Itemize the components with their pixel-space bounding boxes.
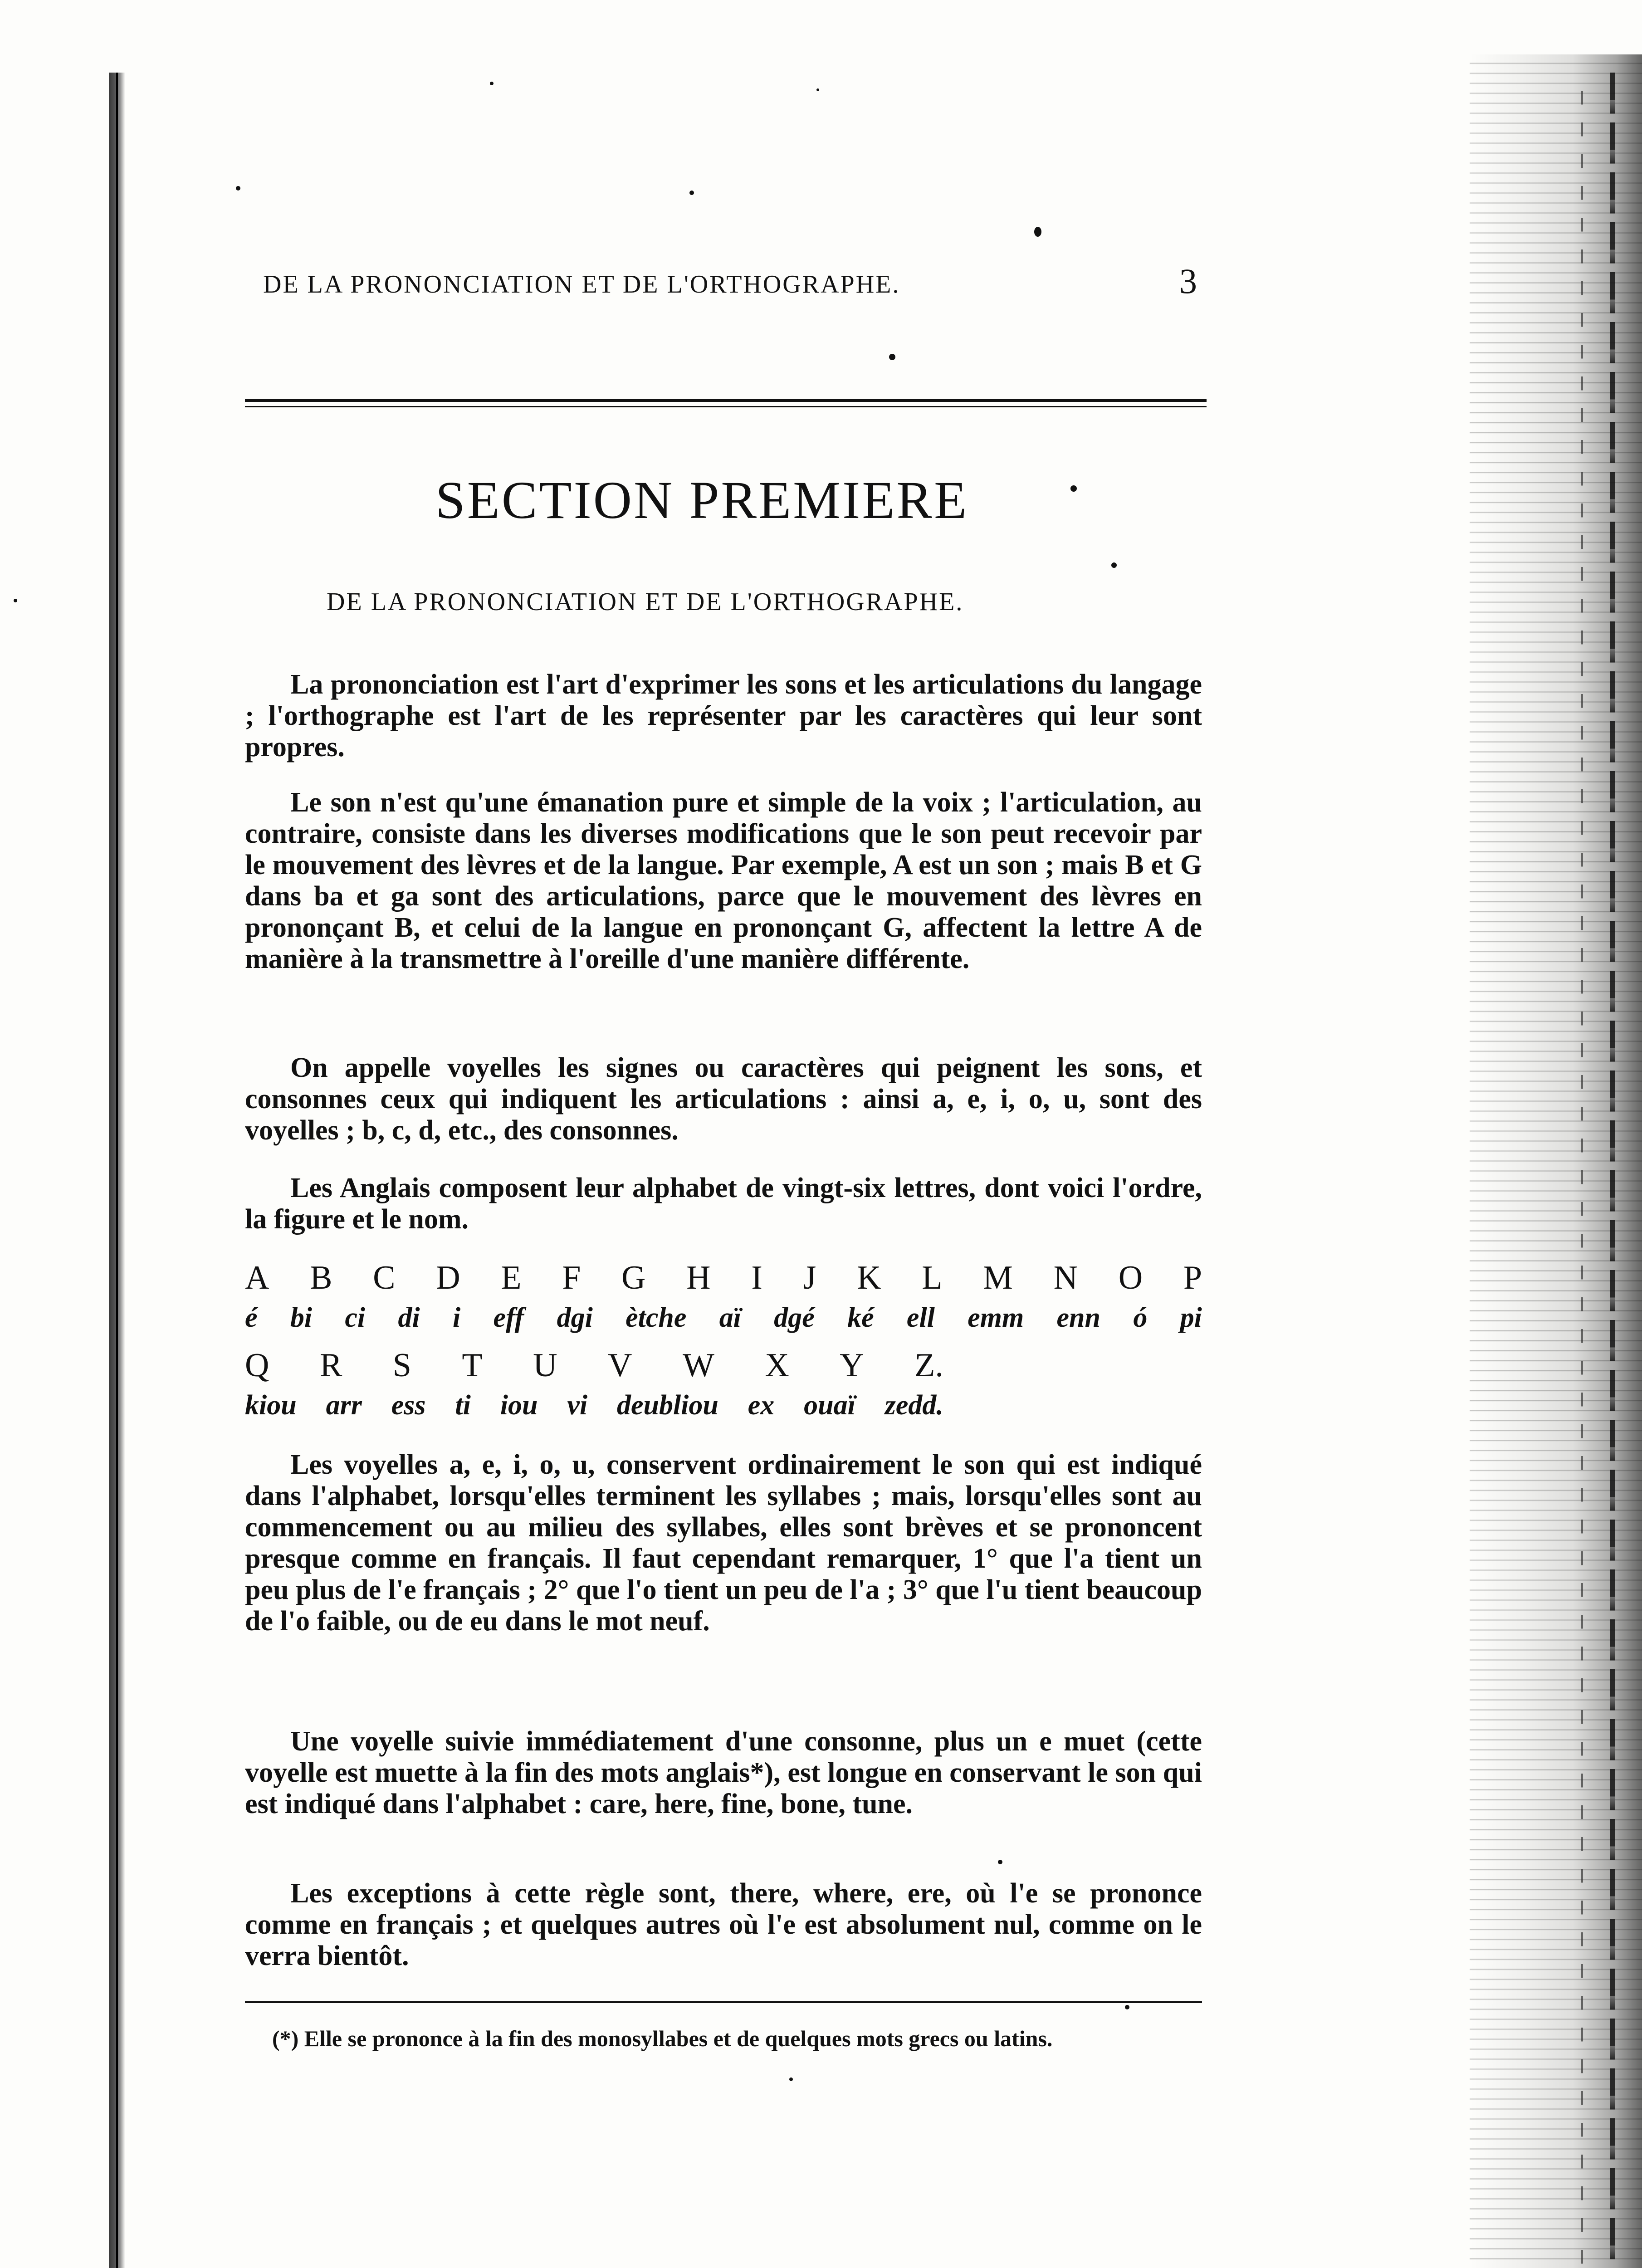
paragraph-text: Une voyelle suivie immédiatement d'une consonne, plus un e muet (cette voyelle est muette à la fin des mots anglais*), est longue en conservant le son qui est indiqué dans l'alphabet : care, here, fine, bone, tune.: [245, 1726, 1202, 1819]
page-number: 3: [1179, 261, 1197, 301]
alphabet-letter: B: [310, 1259, 332, 1296]
page-edge-shadow: [1470, 54, 1642, 2268]
alphabet-letter-name: ó: [1133, 1302, 1148, 1333]
alphabet-letter: X: [765, 1347, 789, 1384]
print-speck: [998, 1860, 1002, 1864]
alphabet-letter: W: [682, 1347, 714, 1384]
alphabet-letter-name: ex: [748, 1390, 775, 1421]
print-speck: [1070, 485, 1077, 492]
alphabet-letter: Y: [840, 1347, 864, 1384]
alphabet-letter: G: [621, 1259, 646, 1296]
section-title: SECTION PREMIERE: [435, 470, 969, 530]
alphabet-names-row: [245, 1302, 1202, 1334]
alphabet-letter-name: zedd.: [885, 1390, 943, 1421]
alphabet-letter: S: [392, 1347, 411, 1384]
alphabet-letters-row: [245, 1259, 1202, 1297]
alphabet-letter-name: deubliou: [616, 1390, 718, 1421]
paragraph-text: Les exceptions à cette règle sont, there, where, ere, où l'e se prononce comme en français ; et quelques autres où l'e est absolument nul, comme on le verra bientôt.: [245, 1878, 1202, 1971]
alphabet-letter-name: aï: [719, 1302, 741, 1333]
alphabet-letter: V: [608, 1347, 632, 1384]
alphabet-letters-row: [245, 1346, 943, 1385]
alphabet-letter: L: [922, 1259, 943, 1296]
header-rule: [245, 399, 1207, 402]
alphabet-letter: C: [373, 1259, 396, 1296]
alphabet-letter: P: [1183, 1259, 1202, 1296]
print-speck: [14, 599, 17, 602]
alphabet-letter-name: ell: [906, 1302, 935, 1333]
print-speck: [236, 186, 240, 191]
alphabet-letter: Z.: [914, 1347, 943, 1384]
alphabet-letter: T: [462, 1347, 483, 1384]
alphabet-letter: E: [501, 1259, 522, 1296]
alphabet-letter-name: pi: [1180, 1302, 1202, 1333]
print-speck: [816, 88, 819, 91]
header-rule-thin: [245, 406, 1207, 407]
print-speck: [1111, 562, 1117, 568]
alphabet-letter: M: [983, 1259, 1013, 1296]
alphabet-letter-name: i: [453, 1302, 461, 1333]
alphabet-letter-name: é: [245, 1302, 258, 1333]
alphabet-letter: O: [1118, 1259, 1143, 1296]
alphabet-letter-name: emm: [968, 1302, 1024, 1333]
alphabet-letter-name: ouaï: [804, 1390, 855, 1421]
alphabet-letter-name: eff: [493, 1302, 524, 1333]
print-speck: [889, 354, 895, 360]
alphabet-letter: I: [751, 1259, 762, 1296]
alphabet-letter-name: enn: [1056, 1302, 1100, 1333]
page-edge-line-inner: [1581, 91, 1583, 2268]
alphabet-letter: N: [1053, 1259, 1078, 1296]
footnote: (*) Elle se prononce à la fin des monosyllabes et de quelques mots grecs ou latins.: [272, 2026, 1053, 2051]
alphabet-letter: K: [857, 1259, 881, 1296]
footnote-rule: [245, 2001, 1202, 2003]
paragraph: [245, 1726, 1202, 1820]
paragraph-text: Le son n'est qu'une émanation pure et simple de la voix ; l'articulation, au contraire, consiste dans les diverses modifications que le son peut recevoir par le mouvement des lèvres et de la langue. Par exemple, A est un son ; mais B et G dans ba et ga sont des articulations, parce que le mouvement des lèvres en prononçant B, et celui de la langue en prononçant G, affectent la lettre A de manière à la transmettre à l'oreille d'une manière différente.: [245, 787, 1202, 974]
print-speck: [490, 82, 494, 85]
paragraph-text: On appelle voyelles les signes ou caractères qui peignent les sons, et consonnes ceux qui indiquent les articulations : ainsi a, e, i, o, u, sont des voyelles ; b, c, d, etc., des consonnes.: [245, 1052, 1202, 1146]
paragraph: [245, 1449, 1202, 1637]
alphabet-letter: R: [319, 1347, 342, 1384]
alphabet-letter-name: iou: [500, 1390, 538, 1421]
alphabet-letter-name: ess: [391, 1390, 426, 1421]
alphabet-letter-name: dgi: [557, 1302, 593, 1333]
alphabet-letter: A: [245, 1259, 269, 1296]
alphabet-letter-name: vi: [567, 1390, 588, 1421]
page-binding-line: [116, 73, 118, 2268]
alphabet-letter: Q: [245, 1347, 269, 1384]
alphabet-letter: H: [686, 1259, 711, 1296]
page-edge-line: [1610, 73, 1615, 2268]
alphabet-letter-name: ci: [345, 1302, 366, 1333]
alphabet-letter-name: ti: [455, 1390, 471, 1421]
alphabet-letter-name: di: [398, 1302, 420, 1333]
alphabet-letter: D: [436, 1259, 460, 1296]
paragraph: [245, 1878, 1202, 1972]
paragraph-text: Les Anglais composent leur alphabet de vingt-six lettres, dont voici l'ordre, la figure et le nom.: [245, 1173, 1202, 1235]
running-head: DE LA PRONONCIATION ET DE L'ORTHOGRAPHE.: [263, 270, 900, 298]
print-speck: [1034, 227, 1041, 237]
paragraph: [245, 787, 1202, 975]
print-speck: [789, 2077, 793, 2081]
paragraph-text: La prononciation est l'art d'exprimer les sons et les articulations du langage ; l'orthographe est l'art de les représenter par les caractères qui leur sont propres.: [245, 669, 1202, 763]
alphabet-letter: J: [803, 1259, 816, 1296]
print-speck: [689, 191, 694, 195]
print-speck: [1125, 2005, 1129, 2009]
alphabet-letter-name: bi: [290, 1302, 313, 1333]
alphabet-letter: U: [533, 1347, 557, 1384]
alphabet-letter-name: dgé: [774, 1302, 815, 1333]
alphabet-names-row: [245, 1389, 943, 1422]
alphabet-letter-name: ké: [847, 1302, 874, 1333]
paragraph: [245, 669, 1202, 763]
paragraph: [245, 1052, 1202, 1146]
section-subtitle: DE LA PRONONCIATION ET DE L'ORTHOGRAPHE.: [327, 588, 964, 616]
alphabet-letter-name: arr: [326, 1390, 362, 1421]
paragraph: [245, 1173, 1202, 1235]
alphabet-letter-name: ètche: [626, 1302, 687, 1333]
alphabet-letter-name: kiou: [245, 1390, 297, 1421]
alphabet-letter: F: [562, 1259, 581, 1296]
paragraph-text: Les voyelles a, e, i, o, u, conservent ordinairement le son qui est indiqué dans l'alphabet, lorsqu'elles terminent les syllabes ; mais, lorsqu'elles sont au commencement ou au milieu des syllabes, elles sont brèves et se prononcent presque comme en français. Il faut cependant remarquer, 1° que l'a tient un peu plus de l'e français ; 2° que l'o tient un peu de l'a ; 3° que l'u tient beaucoup de l'o faible, ou de eu dans le mot neuf.: [245, 1449, 1202, 1637]
